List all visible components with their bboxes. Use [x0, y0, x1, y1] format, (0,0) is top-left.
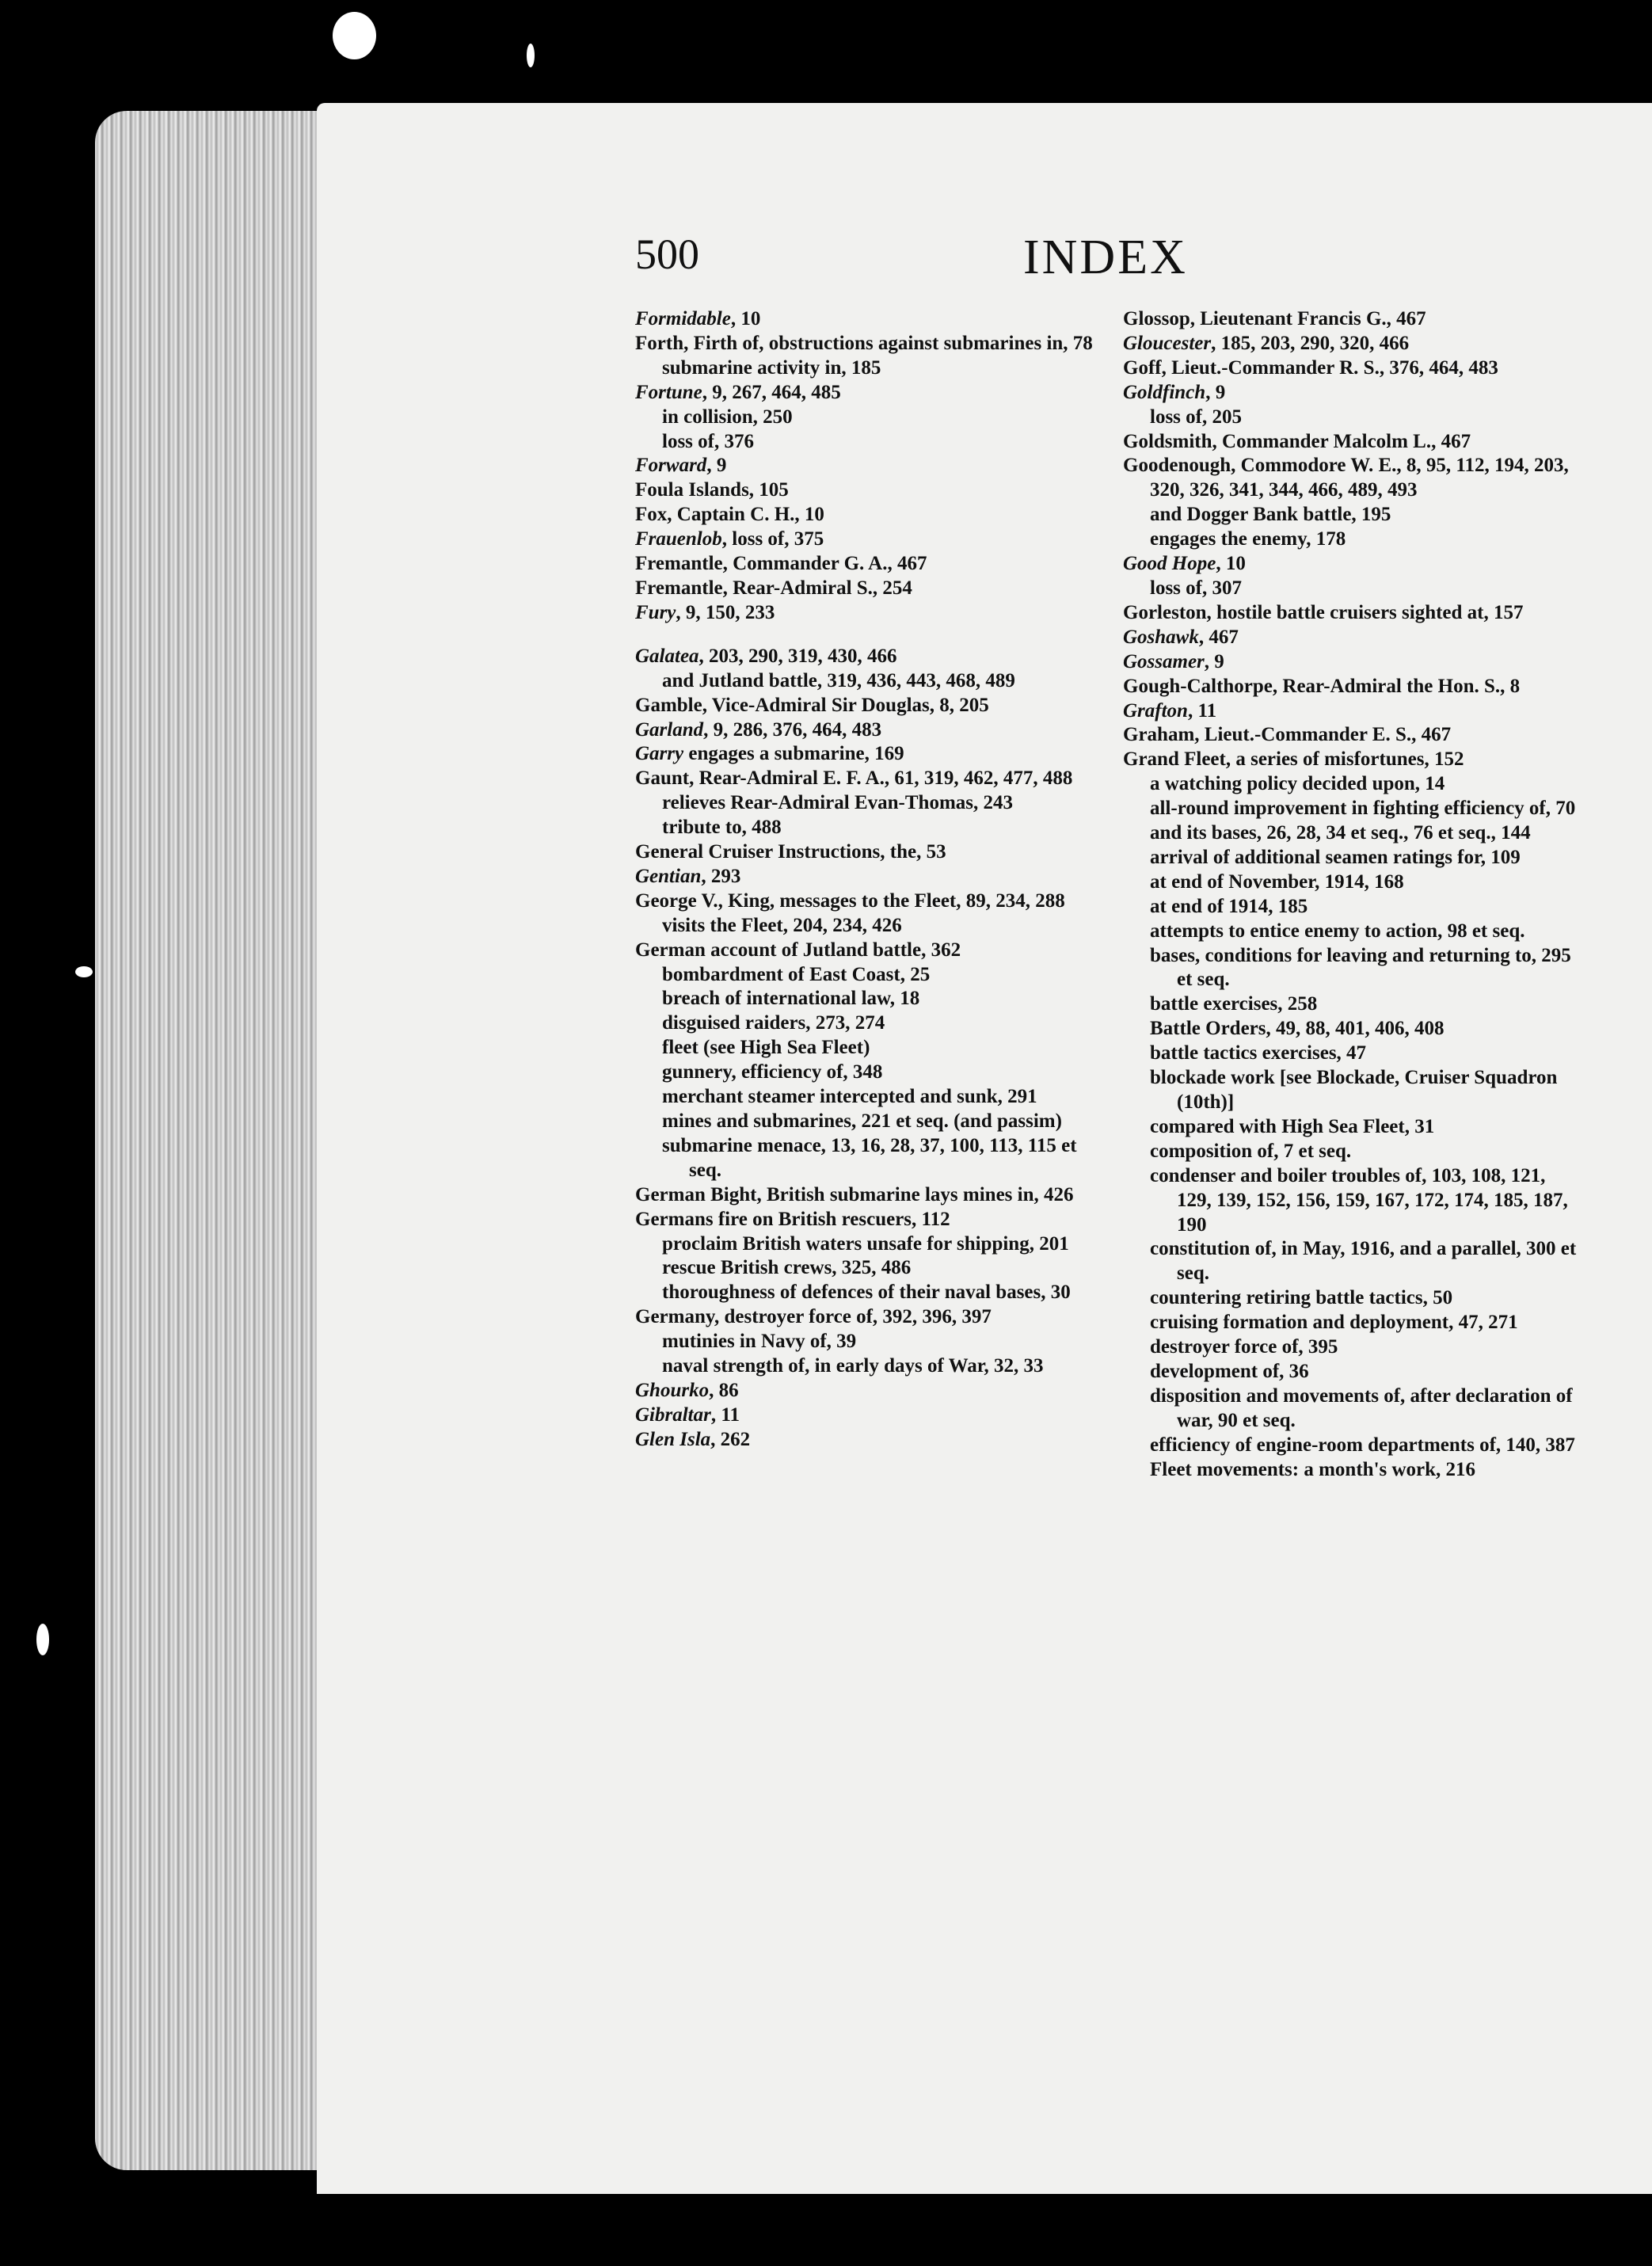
- index-entry: [635, 478, 1094, 503]
- entry-heading: Gaunt, Rear-Admiral E. F. A., 61, 319, 462, 477, 488: [635, 767, 1073, 790]
- entry-references: , 203, 290, 319, 430, 466: [698, 645, 897, 667]
- entry-heading: tribute to, 488: [662, 817, 782, 839]
- scan-speck: [75, 966, 93, 977]
- index-subentry: [1123, 1311, 1578, 1335]
- index-subentry: [635, 356, 1094, 381]
- index-entry: [635, 742, 1094, 767]
- index-subentry: [1123, 577, 1578, 601]
- page-title: INDEX: [1023, 230, 1188, 284]
- index-entry: [635, 1379, 1094, 1403]
- index-subentry: [1123, 1140, 1578, 1164]
- entry-heading: mutinies in Navy of, 39: [662, 1331, 857, 1353]
- index-subentry: [635, 406, 1094, 430]
- entry-heading: at end of 1914, 185: [1150, 895, 1308, 917]
- entry-references: , 467: [1198, 626, 1239, 648]
- entry-heading: submarine activity in, 185: [662, 356, 881, 379]
- index-entry: [1123, 381, 1578, 406]
- entry-heading: blockade work [see Blockade, Cruiser Squadron (10th)]: [1150, 1067, 1558, 1113]
- entry-heading: George V., King, messages to the Fleet, 89, 234, 288: [635, 889, 1065, 912]
- index-subentry: [1123, 870, 1578, 895]
- index-subentry: [635, 1036, 1094, 1061]
- entry-heading: Gough-Calthorpe, Rear-Admiral the Hon. S., 8: [1123, 675, 1521, 697]
- index-subentry: [1123, 1360, 1578, 1384]
- entry-heading: bases, conditions for leaving and returning to, 295 et seq.: [1150, 944, 1571, 991]
- entry-references: , 9, 150, 233: [676, 601, 775, 623]
- index-entry: [1123, 307, 1578, 332]
- entry-heading: constitution of, in May, 1916, and a parallel, 300 et seq.: [1150, 1238, 1577, 1285]
- index-subentry: [635, 914, 1094, 939]
- entry-heading: Graham, Lieut.-Commander E. S., 467: [1123, 724, 1452, 746]
- index-entry: [635, 503, 1094, 527]
- index-subentry: [1123, 1017, 1578, 1042]
- entry-references: , 11: [1187, 699, 1217, 722]
- entry-heading: composition of, 7 et seq.: [1150, 1140, 1352, 1162]
- entry-references: , 9, 267, 464, 485: [702, 381, 841, 403]
- entry-heading: Gorleston, hostile battle cruisers sighted at, 157: [1123, 601, 1524, 623]
- entry-heading: compared with High Sea Fleet, 31: [1150, 1115, 1435, 1137]
- index-entry: [1123, 454, 1578, 503]
- entry-heading: efficiency of engine-room departments of, 140, 387: [1150, 1434, 1575, 1456]
- entry-heading: German account of Jutland battle, 362: [635, 939, 961, 961]
- entry-heading: Glossop, Lieutenant Francis G., 467: [1123, 308, 1426, 329]
- entry-references: , 10: [1216, 553, 1246, 575]
- entry-heading: Gentian: [635, 865, 702, 887]
- index-subentry: [635, 1354, 1094, 1379]
- entry-references: , 185, 203, 290, 320, 466: [1211, 332, 1410, 354]
- index-subentry: [1123, 920, 1578, 944]
- index-subentry: [635, 430, 1094, 455]
- entry-heading: at end of November, 1914, 168: [1150, 870, 1404, 893]
- entry-heading: Forward: [635, 455, 707, 477]
- index-entry: [635, 939, 1094, 963]
- index-entry: [635, 307, 1094, 332]
- index-entry: [635, 889, 1094, 914]
- index-entry: [635, 1403, 1094, 1428]
- entry-heading: all-round improvement in fighting efficiency of, 70: [1150, 798, 1576, 820]
- index-subentry: [635, 1281, 1094, 1305]
- index-column-left: [635, 307, 1094, 1453]
- entry-heading: Good Hope: [1123, 553, 1216, 575]
- index-subentry: [1123, 1286, 1578, 1311]
- entry-heading: Goldfinch: [1123, 381, 1206, 403]
- entry-heading: arrival of additional seamen ratings for, 109: [1150, 846, 1521, 868]
- index-subentry: [635, 669, 1094, 694]
- entry-heading: Germans fire on British rescuers, 112: [635, 1208, 950, 1230]
- entry-heading: Galatea: [635, 645, 699, 667]
- entry-references: , 86: [709, 1379, 739, 1401]
- entry-heading: gunnery, efficiency of, 348: [662, 1061, 883, 1083]
- index-entry: [635, 577, 1094, 601]
- entry-heading: cruising formation and deployment, 47, 271: [1150, 1312, 1518, 1334]
- index-entry: [635, 527, 1094, 552]
- index-entry: [1123, 601, 1578, 626]
- index-subentry: [635, 1330, 1094, 1354]
- entry-heading: Formidable: [635, 308, 731, 329]
- entry-heading: loss of, 205: [1150, 406, 1242, 428]
- scan-speck: [36, 1624, 49, 1655]
- entry-heading: proclaim British waters unsafe for shipping, 201: [662, 1232, 1069, 1255]
- entry-heading: disposition and movements of, after declaration of war, 90 et seq.: [1150, 1384, 1573, 1431]
- entry-heading: Forth, Firth of, obstructions against submarines in, 78: [635, 332, 1093, 354]
- index-subentry: [1123, 772, 1578, 797]
- entry-heading: Ghourko: [635, 1379, 710, 1401]
- entry-heading: bombardment of East Coast, 25: [662, 963, 931, 985]
- entry-heading: fleet (see High Sea Fleet): [662, 1037, 870, 1059]
- index-subentry: [1123, 797, 1578, 821]
- entry-heading: merchant steamer intercepted and sunk, 291: [662, 1086, 1037, 1108]
- entry-heading: Gossamer: [1123, 650, 1205, 672]
- index-entry: [635, 767, 1094, 791]
- index-entry: [635, 454, 1094, 478]
- entry-heading: battle tactics exercises, 47: [1150, 1042, 1367, 1064]
- entry-heading: attempts to entice enemy to action, 98 et seq.: [1150, 920, 1525, 942]
- index-subentry: [1123, 1384, 1578, 1434]
- entry-heading: Battle Orders, 49, 88, 401, 406, 408: [1150, 1018, 1445, 1040]
- entry-heading: Gamble, Vice-Admiral Sir Douglas, 8, 205: [635, 694, 989, 716]
- entry-heading: Goldsmith, Commander Malcolm L., 467: [1123, 430, 1471, 452]
- page-edge: [95, 111, 333, 2170]
- index-subentry: [1123, 1042, 1578, 1066]
- entry-heading: Grand Fleet, a series of misfortunes, 152: [1123, 748, 1464, 771]
- index-subentry: [1123, 1434, 1578, 1458]
- entry-heading: submarine menace, 13, 16, 28, 37, 100, 113, 115 et seq.: [662, 1134, 1077, 1181]
- entry-heading: in collision, 250: [662, 406, 793, 428]
- index-subentry: [1123, 1237, 1578, 1286]
- page-number: 500: [635, 230, 699, 278]
- entry-references: , 9, 286, 376, 464, 483: [703, 718, 882, 741]
- entry-heading: Gloucester: [1123, 332, 1212, 354]
- index-entry: [635, 601, 1094, 626]
- index-entry: [1123, 675, 1578, 699]
- entry-heading: Fremantle, Commander G. A., 467: [635, 553, 927, 575]
- index-subentry: [1123, 846, 1578, 870]
- index-subentry: [1123, 1115, 1578, 1140]
- index-entry: [635, 865, 1094, 889]
- entry-heading: Goodenough, Commodore W. E., 8, 95, 112, 194, 203, 320, 326, 341, 344, 466, 489, 493: [1123, 455, 1569, 501]
- entry-heading: and Dogger Bank battle, 195: [1150, 504, 1391, 526]
- index-subentry: [635, 1061, 1094, 1085]
- entry-heading: engages the enemy, 178: [1150, 528, 1346, 550]
- index-entry: [1123, 699, 1578, 724]
- entry-references: , 9: [706, 455, 727, 477]
- entry-heading: disguised raiders, 273, 274: [662, 1012, 885, 1034]
- index-entry: [1123, 356, 1578, 381]
- entry-heading: Fremantle, Rear-Admiral S., 254: [635, 577, 912, 599]
- entry-references: engages a submarine, 169: [683, 743, 904, 765]
- entry-heading: Garry: [635, 743, 684, 765]
- entry-heading: Goff, Lieut.-Commander R. S., 376, 464, 483: [1123, 356, 1498, 379]
- index-entry: [1123, 626, 1578, 650]
- index-subentry: [1123, 527, 1578, 552]
- entry-heading: destroyer force of, 395: [1150, 1336, 1338, 1358]
- entry-heading: condenser and boiler troubles of, 103, 108, 121, 129, 139, 152, 156, 159, 167, 172, 174, 185, 187, 190: [1150, 1164, 1568, 1236]
- index-subentry: [635, 1134, 1094, 1183]
- entry-heading: Fox, Captain C. H., 10: [635, 504, 824, 526]
- index-entry: [1123, 430, 1578, 455]
- entry-heading: loss of, 376: [662, 430, 754, 452]
- entry-references: , loss of, 375: [721, 528, 824, 550]
- index-subentry: [1123, 1335, 1578, 1360]
- scan-speck: [333, 12, 376, 59]
- entry-heading: countering retiring battle tactics, 50: [1150, 1287, 1453, 1309]
- index-subentry: [635, 791, 1094, 816]
- entry-heading: Fury: [635, 601, 676, 623]
- entry-heading: General Cruiser Instructions, the, 53: [635, 841, 946, 863]
- entry-heading: and its bases, 26, 28, 34 et seq., 76 et seq., 144: [1150, 822, 1531, 844]
- scan-speck: [527, 44, 535, 67]
- index-subentry: [1123, 992, 1578, 1017]
- entry-references: , 10: [730, 308, 761, 329]
- index-entry: [635, 718, 1094, 743]
- entry-heading: Grafton: [1123, 699, 1188, 722]
- entry-heading: rescue British crews, 325, 486: [662, 1257, 912, 1279]
- entry-heading: loss of, 307: [1150, 577, 1242, 599]
- index-entry: [635, 1208, 1094, 1232]
- entry-heading: naval strength of, in early days of War, 32, 33: [662, 1355, 1044, 1377]
- index-entry: [1123, 723, 1578, 748]
- index-subentry: [1123, 895, 1578, 920]
- index-entry: [635, 1305, 1094, 1330]
- index-entry: [635, 381, 1094, 406]
- entry-heading: Gibraltar: [635, 1403, 711, 1426]
- index-subentry: [1123, 821, 1578, 846]
- entry-heading: thoroughness of defences of their naval bases, 30: [662, 1282, 1071, 1304]
- index-entry: [1123, 552, 1578, 577]
- index-entry: [1123, 650, 1578, 675]
- entry-heading: Germany, destroyer force of, 392, 396, 397: [635, 1306, 992, 1328]
- index-subentry: [635, 987, 1094, 1011]
- entry-heading: Frauenlob: [635, 528, 722, 550]
- entry-heading: Fortune: [635, 381, 702, 403]
- entry-gap: [635, 626, 1094, 645]
- entry-references: , 293: [701, 865, 741, 887]
- entry-heading: visits the Fleet, 204, 234, 426: [662, 914, 902, 936]
- entry-heading: a watching policy decided upon, 14: [1150, 773, 1445, 795]
- index-entry: [635, 332, 1094, 356]
- entry-heading: German Bight, British submarine lays mines in, 426: [635, 1183, 1074, 1205]
- index-subentry: [1123, 406, 1578, 430]
- entry-heading: Foula Islands, 105: [635, 479, 789, 501]
- index-subentry: [635, 1085, 1094, 1110]
- index-entry: [635, 1183, 1094, 1208]
- entry-references: , 11: [710, 1403, 740, 1426]
- entry-heading: and Jutland battle, 319, 436, 443, 468, 489: [662, 669, 1015, 691]
- index-entry: [1123, 332, 1578, 356]
- index-subentry: [635, 1110, 1094, 1134]
- index-subentry: [1123, 944, 1578, 993]
- index-entry: [635, 694, 1094, 718]
- index-subentry: [635, 1232, 1094, 1257]
- index-subentry: [635, 1011, 1094, 1036]
- index-entry: [635, 1428, 1094, 1453]
- index-column-right: [1123, 307, 1578, 1483]
- entry-heading: relieves Rear-Admiral Evan-Thomas, 243: [662, 792, 1014, 814]
- page-header: [635, 230, 1585, 293]
- entry-heading: Goshawk: [1123, 626, 1199, 648]
- index-subentry: [1123, 503, 1578, 527]
- entry-references: , 9: [1205, 381, 1226, 403]
- entry-heading: battle exercises, 258: [1150, 993, 1318, 1015]
- index-subentry: [1123, 1458, 1578, 1483]
- entry-heading: Fleet movements: a month's work, 216: [1150, 1458, 1476, 1480]
- entry-references: , 9: [1204, 650, 1224, 672]
- entry-heading: development of, 36: [1150, 1360, 1309, 1382]
- index-entry: [635, 645, 1094, 669]
- index-subentry: [635, 963, 1094, 988]
- index-subentry: [635, 816, 1094, 840]
- index-subentry: [1123, 1066, 1578, 1115]
- entry-heading: mines and submarines, 221 et seq. (and passim): [662, 1110, 1062, 1132]
- entry-references: , 262: [710, 1428, 751, 1450]
- entry-heading: breach of international law, 18: [662, 988, 920, 1010]
- index-entry: [635, 840, 1094, 865]
- entry-heading: Glen Isla: [635, 1428, 711, 1450]
- index-subentry: [1123, 1164, 1578, 1238]
- index-entry: [1123, 748, 1578, 772]
- entry-heading: Garland: [635, 718, 704, 741]
- index-subentry: [635, 1256, 1094, 1281]
- index-entry: [635, 552, 1094, 577]
